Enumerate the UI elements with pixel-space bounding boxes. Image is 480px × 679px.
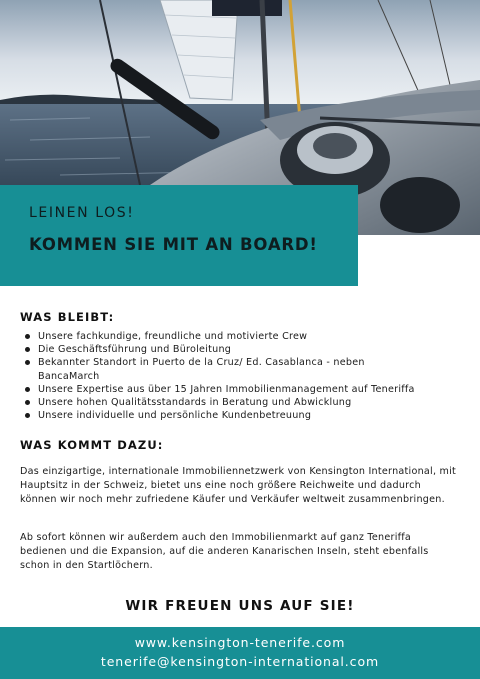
list-item [20, 383, 478, 396]
list-item [20, 330, 478, 343]
list-item-text: Unsere individuelle und persönliche Kundenbetreuung [38, 410, 312, 422]
paragraph-network: Das einzigartige, internationale Immobiliennetzwerk von Kensington International, mit Hauptsitz in der Schweiz, bietet uns eine noch größere Reichweite und dadurch können wir noch mehr zufriedene Käufer und Verkäufer weltweit zusammenbringen. [20, 466, 457, 506]
feature-list [20, 330, 478, 422]
website-link[interactable]: www.kensington-tenerife.com [134, 635, 346, 650]
list-item-text: Bekannter Standort in Puerto de la Cruz/ Ed. Casablanca - neben BancaMarch [38, 357, 365, 382]
bullet-icon [25, 413, 30, 418]
list-item-text: Unsere hohen Qualitätsstandards in Beratung und Abwicklung [38, 397, 352, 409]
section-heading-was-bleibt: WAS BLEIBT: [20, 310, 115, 324]
banner-kicker: LEINEN LOS! [29, 205, 135, 221]
paragraph-expansion: Ab sofort können wir außerdem auch den Immobilienmarkt auf ganz Teneriffa bedienen und die Expansion, auf die anderen Kanarischen Inseln, steht ebenfalls schon in den Startlöchern. [20, 532, 429, 572]
bullet-icon [25, 347, 30, 352]
list-item-text: Unsere fachkundige, freundliche und motivierte Crew [38, 331, 308, 342]
list-item [20, 356, 478, 382]
bullet-icon [25, 334, 30, 339]
list-item-text: Die Geschäftsführung und Büroleitung [38, 344, 232, 356]
section-heading-was-kommt-dazu: WAS KOMMT DAZU: [20, 438, 164, 452]
list-item [20, 396, 478, 409]
email-link[interactable]: tenerife@kensington-international.com [100, 654, 380, 669]
list-item [20, 343, 478, 356]
banner-title: KOMMEN SIE MIT AN BOARD! [29, 235, 318, 254]
bullet-icon [25, 400, 30, 405]
list-item-text: Unsere Expertise aus über 15 Jahren Immobilienmanagement auf Teneriffa [38, 383, 415, 395]
footer-bar [0, 627, 480, 679]
bullet-icon [25, 387, 30, 392]
closing-slogan: WIR FREUEN UNS AUF SIE! [125, 598, 355, 614]
bullet-icon [25, 360, 30, 365]
list-item [20, 409, 478, 422]
